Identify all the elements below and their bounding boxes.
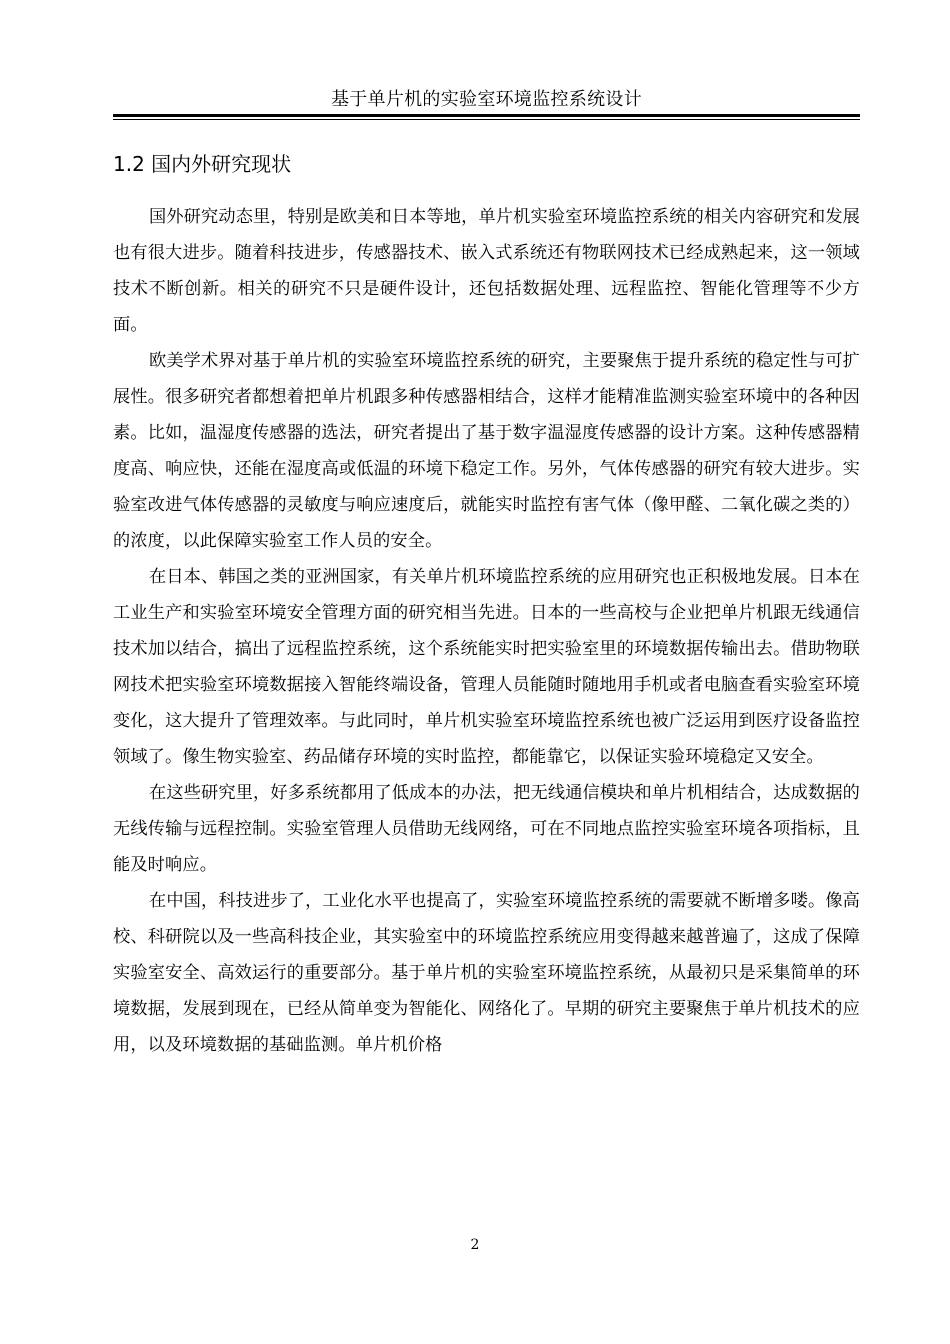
paragraph-1: 国外研究动态里，特别是欧美和日本等地，单片机实验室环境监控系统的相关内容研究和发展也有很大进步。随着科技进步，传感器技术、嵌入式系统还有物联网技术已经成熟起来，这一领域技术不断创新。相关的研究不只是硬件设计，还包括数据处理、远程监控、智能化管理等不少方面。 [113, 207, 860, 335]
running-header: 基于单片机的实验室环境监控系统设计 [330, 89, 643, 110]
section-heading: 1.2 国内外研究现状 [113, 152, 292, 176]
header-rule-thick [113, 114, 860, 117]
paragraph-5: 在中国，科技进步了，工业化水平也提高了，实验室环境监控系统的需要就不断增多喽。像高校、科研院以及一些高科技企业，其实验室中的环境监控系统应用变得越来越普遍了，这成了保障实验室安全、高效运行的重要部分。基于单片机的实验室环境监控系统，从最初只是采集简单的环境数据，发展到现在，已经从简单变为智能化、网络化了。早期的研究主要聚焦于单片机技术的应用，以及环境数据的基础监测。单片机价格 [113, 891, 860, 1055]
paragraph-3: 在日本、韩国之类的亚洲国家，有关单片机环境监控系统的应用研究也正积极地发展。日本在工业生产和实验室环境安全管理方面的研究相当先进。日本的一些高校与企业把单片机跟无线通信技术加以结合，搞出了远程监控系统，这个系统能实时把实验室里的环境数据传输出去。借助物联网技术把实验室环境数据接入智能终端设备，管理人员能随时随地用手机或者电脑查看实验室环境变化，这大提升了管理效率。与此同时，单片机实验室环境监控系统也被广泛运用到医疗设备监控领域了。像生物实验室、药品储存环境的实时监控，都能靠它，以保证实验环境稳定又安全。 [113, 567, 860, 767]
paragraph-4: 在这些研究里，好多系统都用了低成本的办法，把无线通信模块和单片机相结合，达成数据的无线传输与远程控制。实验室管理人员借助无线网络，可在不同地点监控实验室环境各项指标，且能及时响应。 [113, 783, 860, 875]
header-rule-thin [113, 119, 860, 120]
paragraph-2: 欧美学术界对基于单片机的实验室环境监控系统的研究，主要聚焦于提升系统的稳定性与可扩展性。很多研究者都想着把单片机跟多种传感器相结合，这样才能精准监测实验室环境中的各种因素。比如，温湿度传感器的选法，研究者提出了基于数字温湿度传感器的设计方案。这种传感器精度高、响应快，还能在湿度高或低温的环境下稳定工作。另外，气体传感器的研究有较大进步。实验室改进气体传感器的灵敏度与响应速度后，就能实时监控有害气体（像甲醛、二氧化碳之类的）的浓度，以此保障实验室工作人员的安全。 [113, 351, 860, 551]
body-text [113, 199, 860, 1063]
page-number: 2 [470, 1237, 480, 1253]
